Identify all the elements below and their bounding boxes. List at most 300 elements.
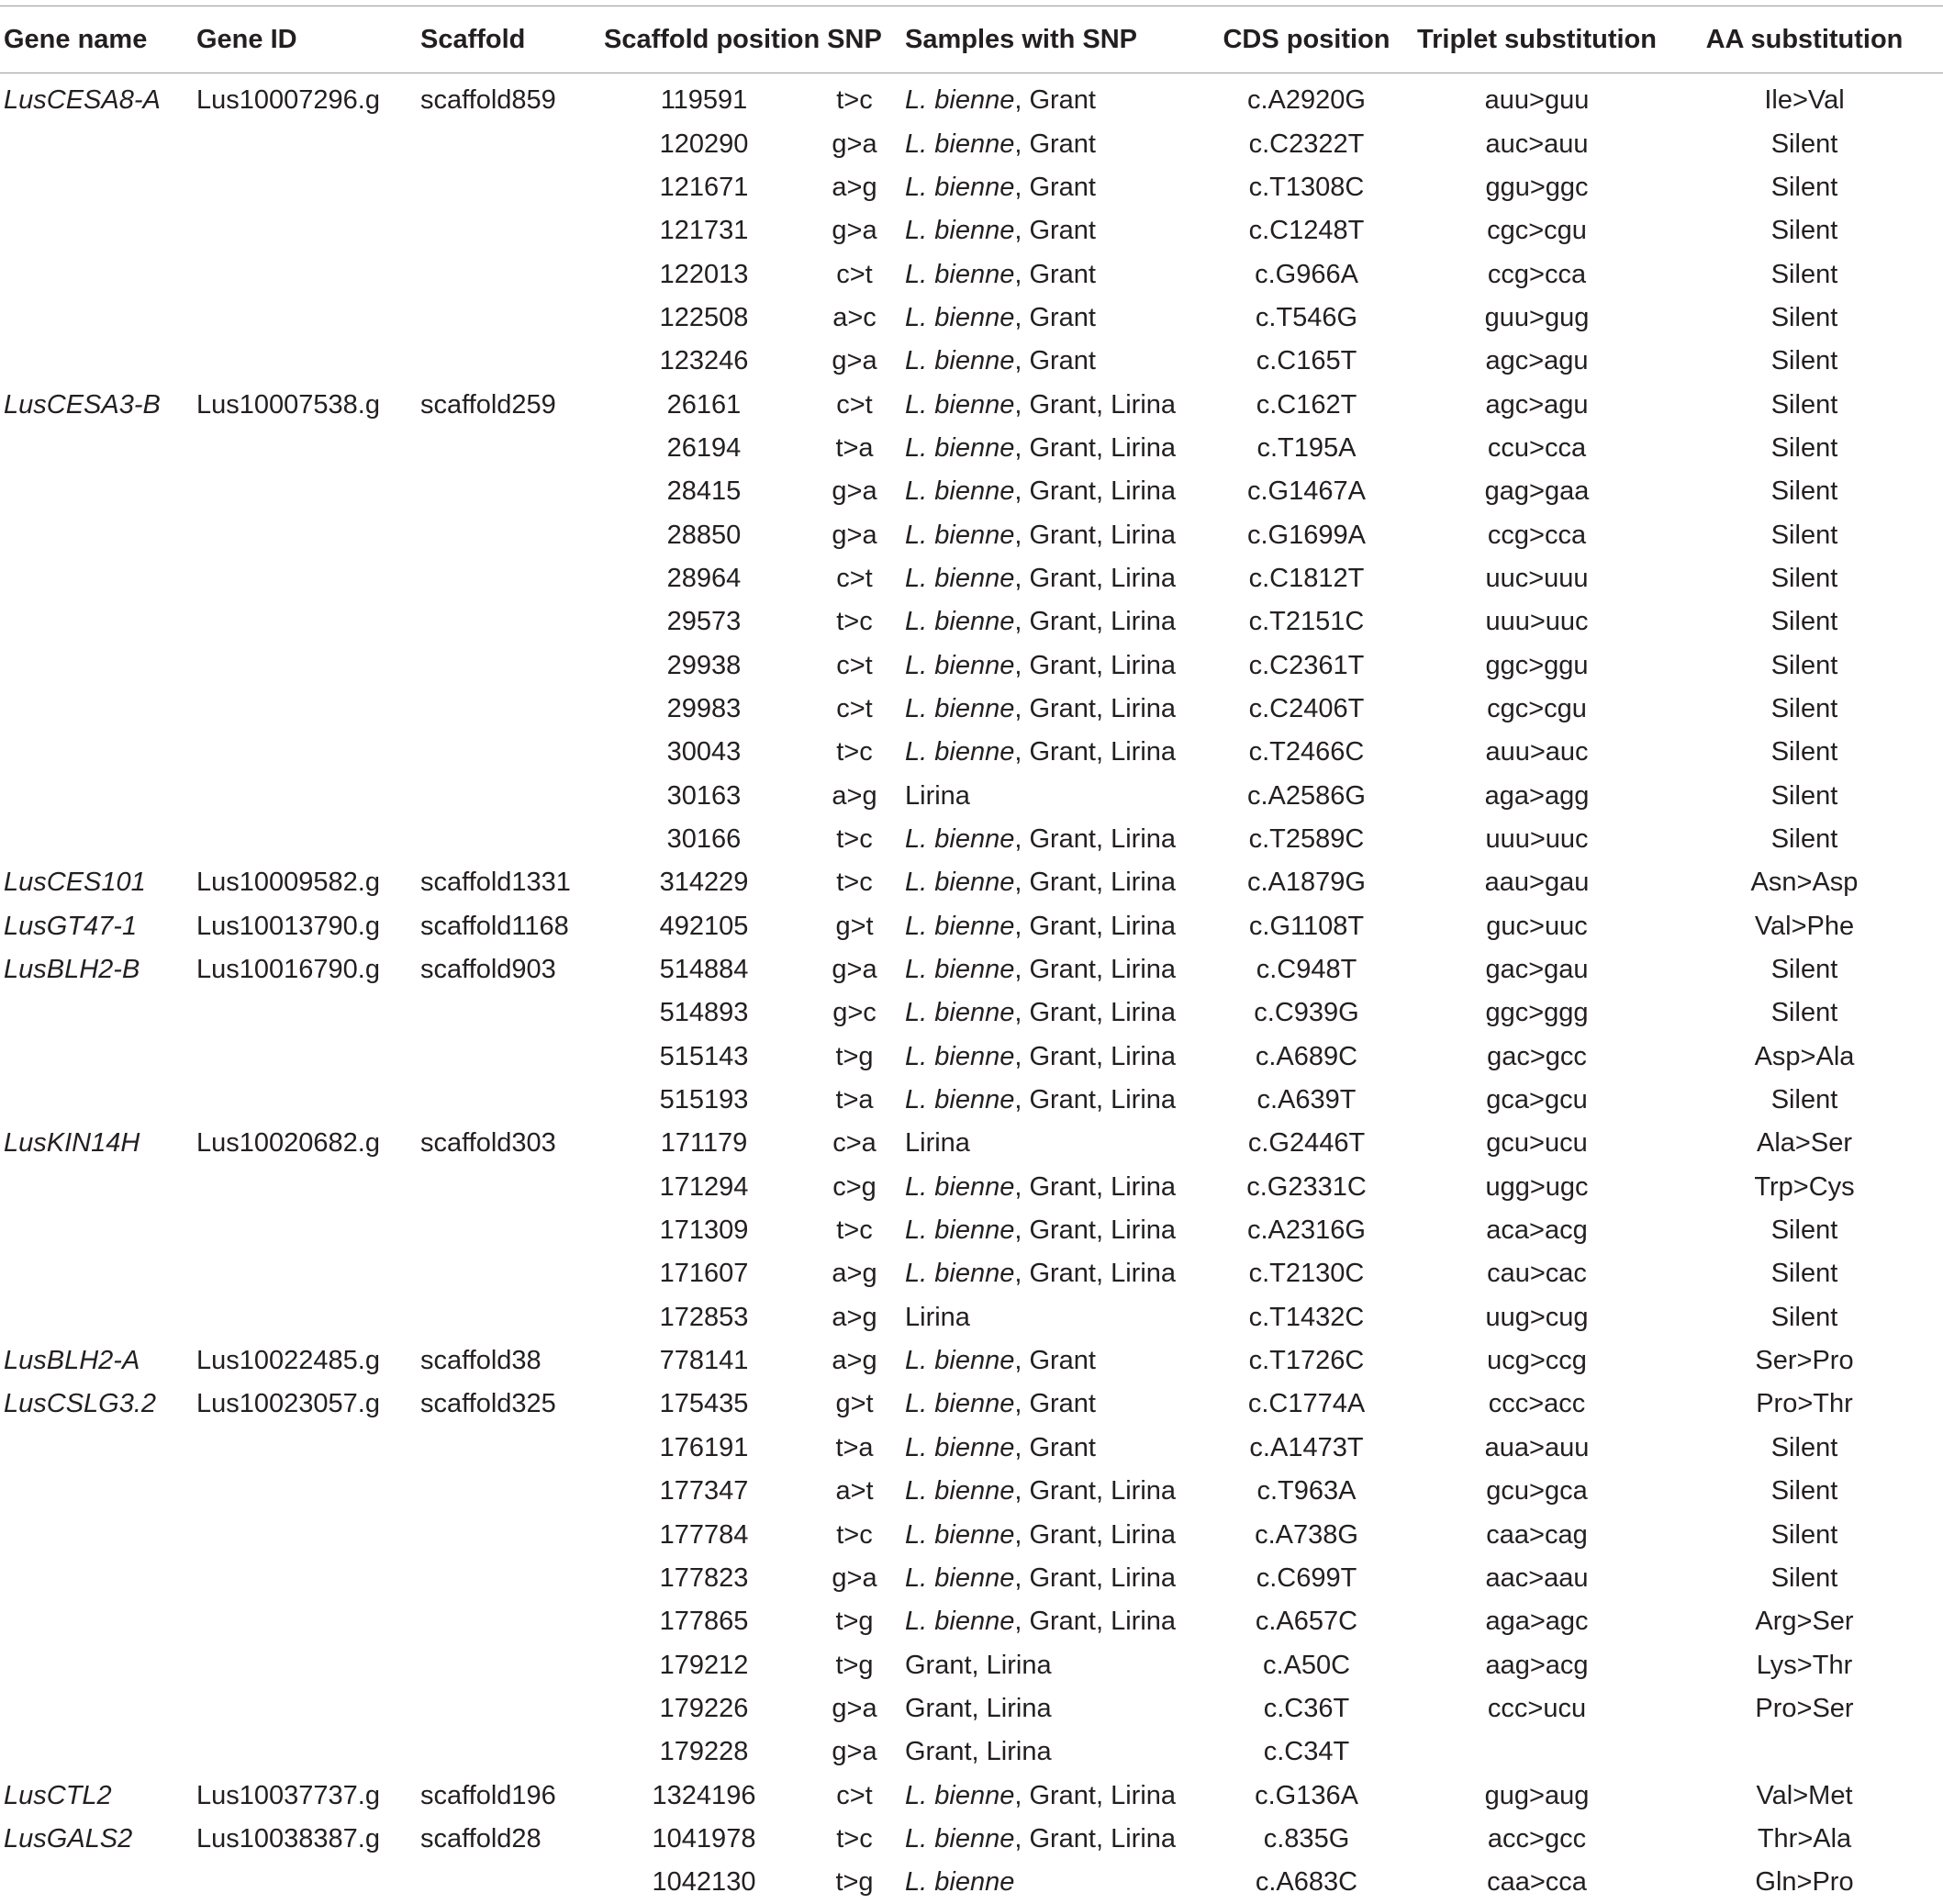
cell-triplet-substitution: gca>gcu <box>1486 1085 1588 1115</box>
samples-cultivars: , Grant <box>1014 1346 1096 1376</box>
cell-samples <box>905 1557 1205 1600</box>
cell-gene-name <box>0 1036 196 1079</box>
cell-scaffold <box>420 1687 604 1730</box>
cell-aa-substitution: Trp>Cys <box>1754 1171 1855 1202</box>
cell-snp: t>c <box>836 737 873 767</box>
cell-scaffold-position: 314229 <box>659 868 749 898</box>
samples-cultivars: , Grant, Lirina <box>1014 1085 1177 1115</box>
cell-gene-id: Lus10023057.g <box>196 1389 380 1419</box>
cell-scaffold <box>420 1557 604 1600</box>
table-row <box>0 1730 1943 1774</box>
cell-gene-id <box>196 1036 420 1079</box>
table-row <box>0 427 1943 470</box>
cell-scaffold <box>420 513 604 556</box>
samples-species: L. bienne <box>905 302 1015 332</box>
cell-scaffold-position: 514893 <box>659 998 749 1028</box>
cell-aa-substitution: Val>Met <box>1756 1780 1853 1810</box>
cell-gene-id <box>196 1861 420 1904</box>
cell-scaffold-position: 29983 <box>666 693 742 723</box>
cell-triplet-substitution: aua>auu <box>1484 1432 1590 1462</box>
cell-aa-substitution: Gln>Pro <box>1755 1867 1854 1898</box>
samples-cultivars: Lirina <box>905 780 970 811</box>
cell-snp: a>g <box>832 1346 877 1376</box>
cell-aa-substitution: Silent <box>1770 1085 1838 1115</box>
cell-cds-position: c.T195A <box>1256 432 1357 463</box>
samples-cultivars: , Grant, Lirina <box>1014 824 1177 855</box>
cell-triplet-substitution: agc>agu <box>1485 346 1589 376</box>
cell-gene-id <box>196 688 420 731</box>
cell-snp: t>c <box>836 1215 873 1246</box>
cell-gene-id: Lus10037737.g <box>196 1780 380 1810</box>
cell-gene-id <box>196 340 420 383</box>
cell-triplet-substitution: ccc>acc <box>1488 1389 1586 1419</box>
cell-aa-substitution: Silent <box>1770 302 1838 332</box>
cell-samples <box>905 861 1205 904</box>
cell-cds-position: c.C1774A <box>1247 1389 1366 1419</box>
cell-cds-position: c.835G <box>1263 1823 1350 1854</box>
cell-aa-substitution: Silent <box>1770 259 1838 289</box>
cell-gene-name <box>0 1643 196 1686</box>
cell-cds-position: c.A657C <box>1255 1607 1358 1637</box>
table-row <box>0 818 1943 861</box>
cell-scaffold-position: 30166 <box>666 824 742 855</box>
cell-triplet-substitution: gcu>gca <box>1486 1476 1588 1506</box>
header-cds-position: CDS position <box>1205 6 1408 73</box>
table-header <box>0 6 1943 73</box>
cell-aa-substitution: Pro>Ser <box>1755 1693 1854 1723</box>
cell-aa-substitution: Silent <box>1770 693 1838 723</box>
cell-snp: t>c <box>836 607 873 637</box>
cell-scaffold-position: 179226 <box>659 1693 749 1723</box>
cell-scaffold <box>420 166 604 209</box>
samples-cultivars: , Grant, Lirina <box>1014 1476 1177 1506</box>
cell-scaffold <box>420 731 604 774</box>
cell-snp: a>t <box>835 1476 874 1506</box>
samples-species: L. bienne <box>905 259 1015 289</box>
cell-cds-position: c.G966A <box>1255 259 1358 289</box>
header-scaffold-position: Scaffold position <box>604 6 804 73</box>
cell-gene-id <box>196 427 420 470</box>
cell-triplet-substitution: aga>agg <box>1484 780 1590 811</box>
table-row <box>0 1861 1943 1904</box>
table-row <box>0 383 1943 426</box>
cell-scaffold-position: 28415 <box>666 476 742 507</box>
cell-gene-id: Lus10016790.g <box>196 955 380 985</box>
cell-gene-name <box>0 991 196 1035</box>
cell-samples <box>905 470 1205 513</box>
cell-samples <box>905 1383 1205 1426</box>
cell-snp: t>c <box>836 824 873 855</box>
cell-scaffold-position: 120290 <box>659 129 749 159</box>
cell-cds-position: c.A2586G <box>1247 780 1366 811</box>
cell-samples <box>905 1036 1205 1079</box>
samples-species: L. bienne <box>905 607 1015 637</box>
samples-cultivars: , Grant <box>1014 346 1096 376</box>
samples-species: L. bienne <box>905 693 1015 723</box>
samples-cultivars: , Grant, Lirina <box>1014 911 1177 941</box>
cell-gene-name <box>0 1470 196 1513</box>
table-row <box>0 122 1943 165</box>
cell-snp: t>a <box>835 1085 874 1115</box>
cell-gene-name <box>0 775 196 818</box>
cell-triplet-substitution: ggc>ggg <box>1485 998 1589 1028</box>
table-row <box>0 209 1943 252</box>
cell-gene-id <box>196 1513 420 1556</box>
table-row <box>0 1166 1943 1209</box>
cell-triplet-substitution: ggu>ggc <box>1485 172 1589 202</box>
cell-samples <box>905 1643 1205 1686</box>
cell-scaffold: scaffold259 <box>420 389 556 420</box>
cell-cds-position: c.T1432C <box>1248 1302 1365 1332</box>
cell-scaffold-position: 171607 <box>659 1259 749 1289</box>
cell-aa-substitution: Silent <box>1770 650 1838 680</box>
cell-cds-position: c.T546G <box>1255 302 1358 332</box>
table-row <box>0 1600 1943 1643</box>
cell-aa-substitution: Silent <box>1770 780 1838 811</box>
samples-species: L. bienne <box>905 868 1015 898</box>
cell-triplet-substitution: guu>gug <box>1484 302 1590 332</box>
cell-scaffold-position: 26194 <box>666 432 742 463</box>
cell-cds-position: c.C34T <box>1263 1737 1350 1767</box>
cell-samples <box>905 644 1205 687</box>
samples-species: L. bienne <box>905 1085 1015 1115</box>
cell-cds-position: c.A1473T <box>1249 1432 1364 1462</box>
header-gene-id: Gene ID <box>196 6 420 73</box>
cell-triplet-substitution: gac>gau <box>1485 955 1589 985</box>
cell-scaffold <box>420 1470 604 1513</box>
cell-cds-position: c.A683C <box>1255 1867 1358 1898</box>
cell-gene-name <box>0 1296 196 1339</box>
samples-species: L. bienne <box>905 1389 1015 1419</box>
cell-scaffold <box>420 1643 604 1686</box>
cell-scaffold <box>420 1296 604 1339</box>
table-row <box>0 1252 1943 1295</box>
cell-snp: t>g <box>835 1867 874 1898</box>
cell-triplet-substitution: ccg>cca <box>1487 259 1587 289</box>
cell-scaffold <box>420 297 604 340</box>
cell-samples <box>905 340 1205 383</box>
samples-species: L. bienne <box>905 432 1015 463</box>
cell-samples <box>905 209 1205 252</box>
cell-gene-id <box>196 557 420 600</box>
samples-cultivars: , Grant, Lirina <box>1014 1519 1177 1550</box>
table-row <box>0 340 1943 383</box>
cell-scaffold-position: 30163 <box>666 780 742 811</box>
cell-snp: g>a <box>832 1562 877 1593</box>
cell-gene-id <box>196 818 420 861</box>
table-row <box>0 297 1943 340</box>
samples-species: L. bienne <box>905 1867 1015 1898</box>
table-row <box>0 1687 1943 1730</box>
cell-scaffold <box>420 252 604 296</box>
cell-scaffold: scaffold1331 <box>420 868 571 898</box>
cell-cds-position: c.G1467A <box>1247 476 1366 507</box>
table-row <box>0 1557 1943 1600</box>
cell-scaffold-position: 778141 <box>659 1346 749 1376</box>
cell-scaffold-position: 515193 <box>659 1085 749 1115</box>
table-row <box>0 1122 1943 1165</box>
cell-gene-name <box>0 600 196 644</box>
samples-cultivars: , Grant, Lirina <box>1014 1215 1177 1246</box>
table-row <box>0 1383 1943 1426</box>
cell-scaffold-position: 171179 <box>660 1128 748 1159</box>
cell-snp: g>a <box>832 955 877 985</box>
cell-gene-id <box>196 1427 420 1470</box>
table-row <box>0 470 1943 513</box>
samples-cultivars: , Grant <box>1014 259 1096 289</box>
cell-samples <box>905 1818 1205 1861</box>
header-aa-substitution: AA substitution <box>1666 6 1943 73</box>
cell-scaffold-position: 175435 <box>659 1389 749 1419</box>
table-row <box>0 948 1943 991</box>
cell-gene-id: Lus10009582.g <box>196 868 380 898</box>
samples-cultivars: , Grant, Lirina <box>1014 693 1177 723</box>
cell-gene-id <box>196 644 420 687</box>
samples-species: L. bienne <box>905 346 1015 376</box>
cell-snp: c>t <box>836 259 873 289</box>
cell-aa-substitution: Silent <box>1770 476 1838 507</box>
cell-aa-substitution: Asp>Ala <box>1754 1041 1855 1071</box>
cell-gene-name <box>0 297 196 340</box>
cell-samples <box>905 1166 1205 1209</box>
samples-species: L. bienne <box>905 1823 1015 1854</box>
cell-cds-position: c.A1879G <box>1247 868 1366 898</box>
cell-gene-id <box>196 1166 420 1209</box>
cell-aa-substitution: Silent <box>1770 1519 1838 1550</box>
samples-cultivars: , Grant, Lirina <box>1014 955 1177 985</box>
cell-scaffold-position: 121731 <box>659 216 749 246</box>
table-row <box>0 513 1943 556</box>
cell-gene-id <box>196 600 420 644</box>
cell-samples <box>905 1079 1205 1122</box>
cell-gene-id <box>196 1730 420 1774</box>
table-row <box>0 905 1943 948</box>
samples-cultivars: , Grant, Lirina <box>1014 1780 1177 1810</box>
cell-triplet-substitution <box>1408 1730 1666 1774</box>
cell-samples <box>905 383 1205 426</box>
header-row <box>0 6 1943 73</box>
table-row <box>0 991 1943 1035</box>
table-row <box>0 1427 1943 1470</box>
samples-cultivars: Grant, Lirina <box>905 1650 1052 1680</box>
cell-scaffold-position: 30043 <box>666 737 742 767</box>
cell-scaffold <box>420 470 604 513</box>
cell-scaffold-position: 179212 <box>659 1650 749 1680</box>
cell-gene-id <box>196 513 420 556</box>
table-row <box>0 73 1943 123</box>
samples-species: L. bienne <box>905 563 1015 593</box>
cell-aa-substitution: Silent <box>1770 607 1838 637</box>
cell-samples <box>905 513 1205 556</box>
cell-scaffold: scaffold303 <box>420 1128 556 1159</box>
cell-samples <box>905 1427 1205 1470</box>
cell-scaffold <box>420 688 604 731</box>
table-row <box>0 1079 1943 1122</box>
cell-samples <box>905 1687 1205 1730</box>
cell-gene-id <box>196 991 420 1035</box>
cell-aa-substitution: Thr>Ala <box>1757 1823 1852 1854</box>
cell-aa-substitution: Silent <box>1770 824 1838 855</box>
cell-gene-name <box>0 1557 196 1600</box>
cell-gene-name <box>0 209 196 252</box>
cell-scaffold <box>420 1513 604 1556</box>
samples-cultivars: , Grant, Lirina <box>1014 1041 1177 1071</box>
cell-snp: a>g <box>832 1302 877 1332</box>
cell-triplet-substitution: guc>uuc <box>1486 911 1588 941</box>
cell-scaffold-position: 28964 <box>666 563 742 593</box>
cell-gene-id: Lus10022485.g <box>196 1346 380 1376</box>
cell-cds-position: c.A2316G <box>1247 1215 1366 1246</box>
cell-gene-name <box>0 340 196 383</box>
cell-gene-name: LusCESA8-A <box>4 85 161 116</box>
cell-samples <box>905 122 1205 165</box>
snp-table <box>0 6 1943 1904</box>
table-row <box>0 1339 1943 1383</box>
cell-gene-name: LusCESA3-B <box>4 389 161 420</box>
cell-samples <box>905 1339 1205 1383</box>
cell-gene-name: LusCES101 <box>4 868 146 898</box>
cell-samples <box>905 775 1205 818</box>
cell-snp: c>t <box>836 563 873 593</box>
cell-samples <box>905 1861 1205 1904</box>
cell-cds-position: c.C1248T <box>1248 216 1365 246</box>
cell-scaffold-position: 29938 <box>666 650 742 680</box>
cell-snp: a>g <box>832 780 877 811</box>
cell-cds-position: c.T2151C <box>1248 607 1365 637</box>
cell-triplet-substitution: ggc>ggu <box>1485 650 1589 680</box>
cell-triplet-substitution: auc>auu <box>1485 129 1589 159</box>
cell-triplet-substitution: auu>auc <box>1485 737 1589 767</box>
cell-snp: a>c <box>832 302 877 332</box>
samples-cultivars: , Grant, Lirina <box>1014 389 1177 420</box>
cell-scaffold <box>420 644 604 687</box>
cell-gene-id <box>196 1470 420 1513</box>
cell-aa-substitution: Lys>Thr <box>1756 1650 1853 1680</box>
cell-triplet-substitution: uuu>uuc <box>1485 607 1589 637</box>
cell-scaffold <box>420 209 604 252</box>
cell-cds-position: c.G1108T <box>1248 911 1365 941</box>
cell-aa-substitution: Silent <box>1770 737 1838 767</box>
cell-scaffold-position: 29573 <box>666 607 742 637</box>
samples-cultivars: Grant, Lirina <box>905 1737 1052 1767</box>
cell-scaffold-position: 1042130 <box>652 1867 756 1898</box>
cell-samples <box>905 557 1205 600</box>
samples-cultivars: Lirina <box>905 1302 970 1332</box>
cell-triplet-substitution: auu>guu <box>1484 85 1590 116</box>
cell-samples <box>905 905 1205 948</box>
table-row <box>0 644 1943 687</box>
table-row <box>0 1470 1943 1513</box>
samples-cultivars: Grant, Lirina <box>905 1693 1052 1723</box>
cell-scaffold <box>420 991 604 1035</box>
cell-scaffold <box>420 1079 604 1122</box>
samples-species: L. bienne <box>905 955 1015 985</box>
cell-scaffold: scaffold38 <box>420 1346 542 1376</box>
cell-aa-substitution: Pro>Thr <box>1756 1389 1853 1419</box>
cell-scaffold-position: 177347 <box>659 1476 749 1506</box>
cell-cds-position: c.C948T <box>1256 955 1357 985</box>
table-row <box>0 1818 1943 1861</box>
cell-samples <box>905 1513 1205 1556</box>
cell-cds-position: c.T1308C <box>1248 172 1365 202</box>
cell-triplet-substitution: caa>cca <box>1487 1867 1587 1898</box>
cell-samples <box>905 297 1205 340</box>
samples-species: L. bienne <box>905 1780 1015 1810</box>
cell-samples <box>905 73 1205 123</box>
cell-triplet-substitution: caa>cag <box>1486 1519 1588 1550</box>
cell-scaffold-position: 177865 <box>659 1607 749 1637</box>
samples-cultivars: , Grant <box>1014 216 1096 246</box>
samples-cultivars: , Grant, Lirina <box>1014 1171 1177 1202</box>
cell-samples <box>905 991 1205 1035</box>
samples-species: L. bienne <box>905 824 1015 855</box>
cell-aa-substitution: Silent <box>1770 998 1838 1028</box>
samples-species: L. bienne <box>905 1432 1015 1462</box>
cell-triplet-substitution: aca>acg <box>1486 1215 1588 1246</box>
cell-cds-position: c.A689C <box>1255 1041 1358 1071</box>
cell-scaffold: scaffold903 <box>420 955 556 985</box>
cell-cds-position: c.A50C <box>1262 1650 1351 1680</box>
table-row <box>0 688 1943 731</box>
table-row <box>0 1296 1943 1339</box>
cell-aa-substitution: Silent <box>1770 1476 1838 1506</box>
cell-triplet-substitution: aac>aau <box>1485 1562 1589 1593</box>
cell-gene-name <box>0 122 196 165</box>
cell-snp: t>g <box>835 1607 874 1637</box>
cell-aa-substitution: Silent <box>1770 955 1838 985</box>
table-body <box>0 73 1943 1904</box>
cell-scaffold-position: 119591 <box>660 85 748 116</box>
cell-gene-name <box>0 688 196 731</box>
cell-scaffold-position: 515143 <box>659 1041 749 1071</box>
cell-gene-id <box>196 209 420 252</box>
cell-samples <box>905 948 1205 991</box>
table-row <box>0 1774 1943 1817</box>
cell-gene-id <box>196 1687 420 1730</box>
cell-snp: t>c <box>836 1519 873 1550</box>
samples-species: L. bienne <box>905 1346 1015 1376</box>
samples-species: L. bienne <box>905 650 1015 680</box>
samples-cultivars: Lirina <box>905 1128 970 1159</box>
cell-gene-name <box>0 1252 196 1295</box>
samples-species: L. bienne <box>905 1259 1015 1289</box>
cell-triplet-substitution: cgc>cgu <box>1487 693 1587 723</box>
cell-cds-position: c.C162T <box>1256 389 1357 420</box>
cell-scaffold <box>420 1036 604 1079</box>
cell-scaffold-position: 177823 <box>659 1562 749 1593</box>
cell-gene-name: LusBLH2-B <box>4 955 140 985</box>
cell-gene-name <box>0 644 196 687</box>
cell-gene-name <box>0 513 196 556</box>
cell-scaffold-position: 171294 <box>659 1171 749 1202</box>
cell-aa-substitution: Asn>Asp <box>1750 868 1859 898</box>
cell-triplet-substitution: agc>agu <box>1485 389 1589 420</box>
cell-triplet-substitution: gcu>ucu <box>1486 1128 1588 1159</box>
cell-aa-substitution: Arg>Ser <box>1755 1607 1854 1637</box>
cell-snp: g>c <box>832 998 877 1028</box>
cell-triplet-substitution: acc>gcc <box>1487 1823 1587 1854</box>
cell-gene-id: Lus10038387.g <box>196 1823 380 1854</box>
cell-cds-position: c.A639T <box>1256 1085 1357 1115</box>
cell-aa-substitution: Silent <box>1770 1259 1838 1289</box>
cell-scaffold-position: 122013 <box>659 259 749 289</box>
samples-cultivars: , Grant <box>1014 85 1096 116</box>
cell-gene-name <box>0 166 196 209</box>
cell-samples <box>905 600 1205 644</box>
cell-triplet-substitution: uuc>uuu <box>1485 563 1589 593</box>
cell-samples <box>905 688 1205 731</box>
cell-aa-substitution: Ser>Pro <box>1755 1346 1854 1376</box>
